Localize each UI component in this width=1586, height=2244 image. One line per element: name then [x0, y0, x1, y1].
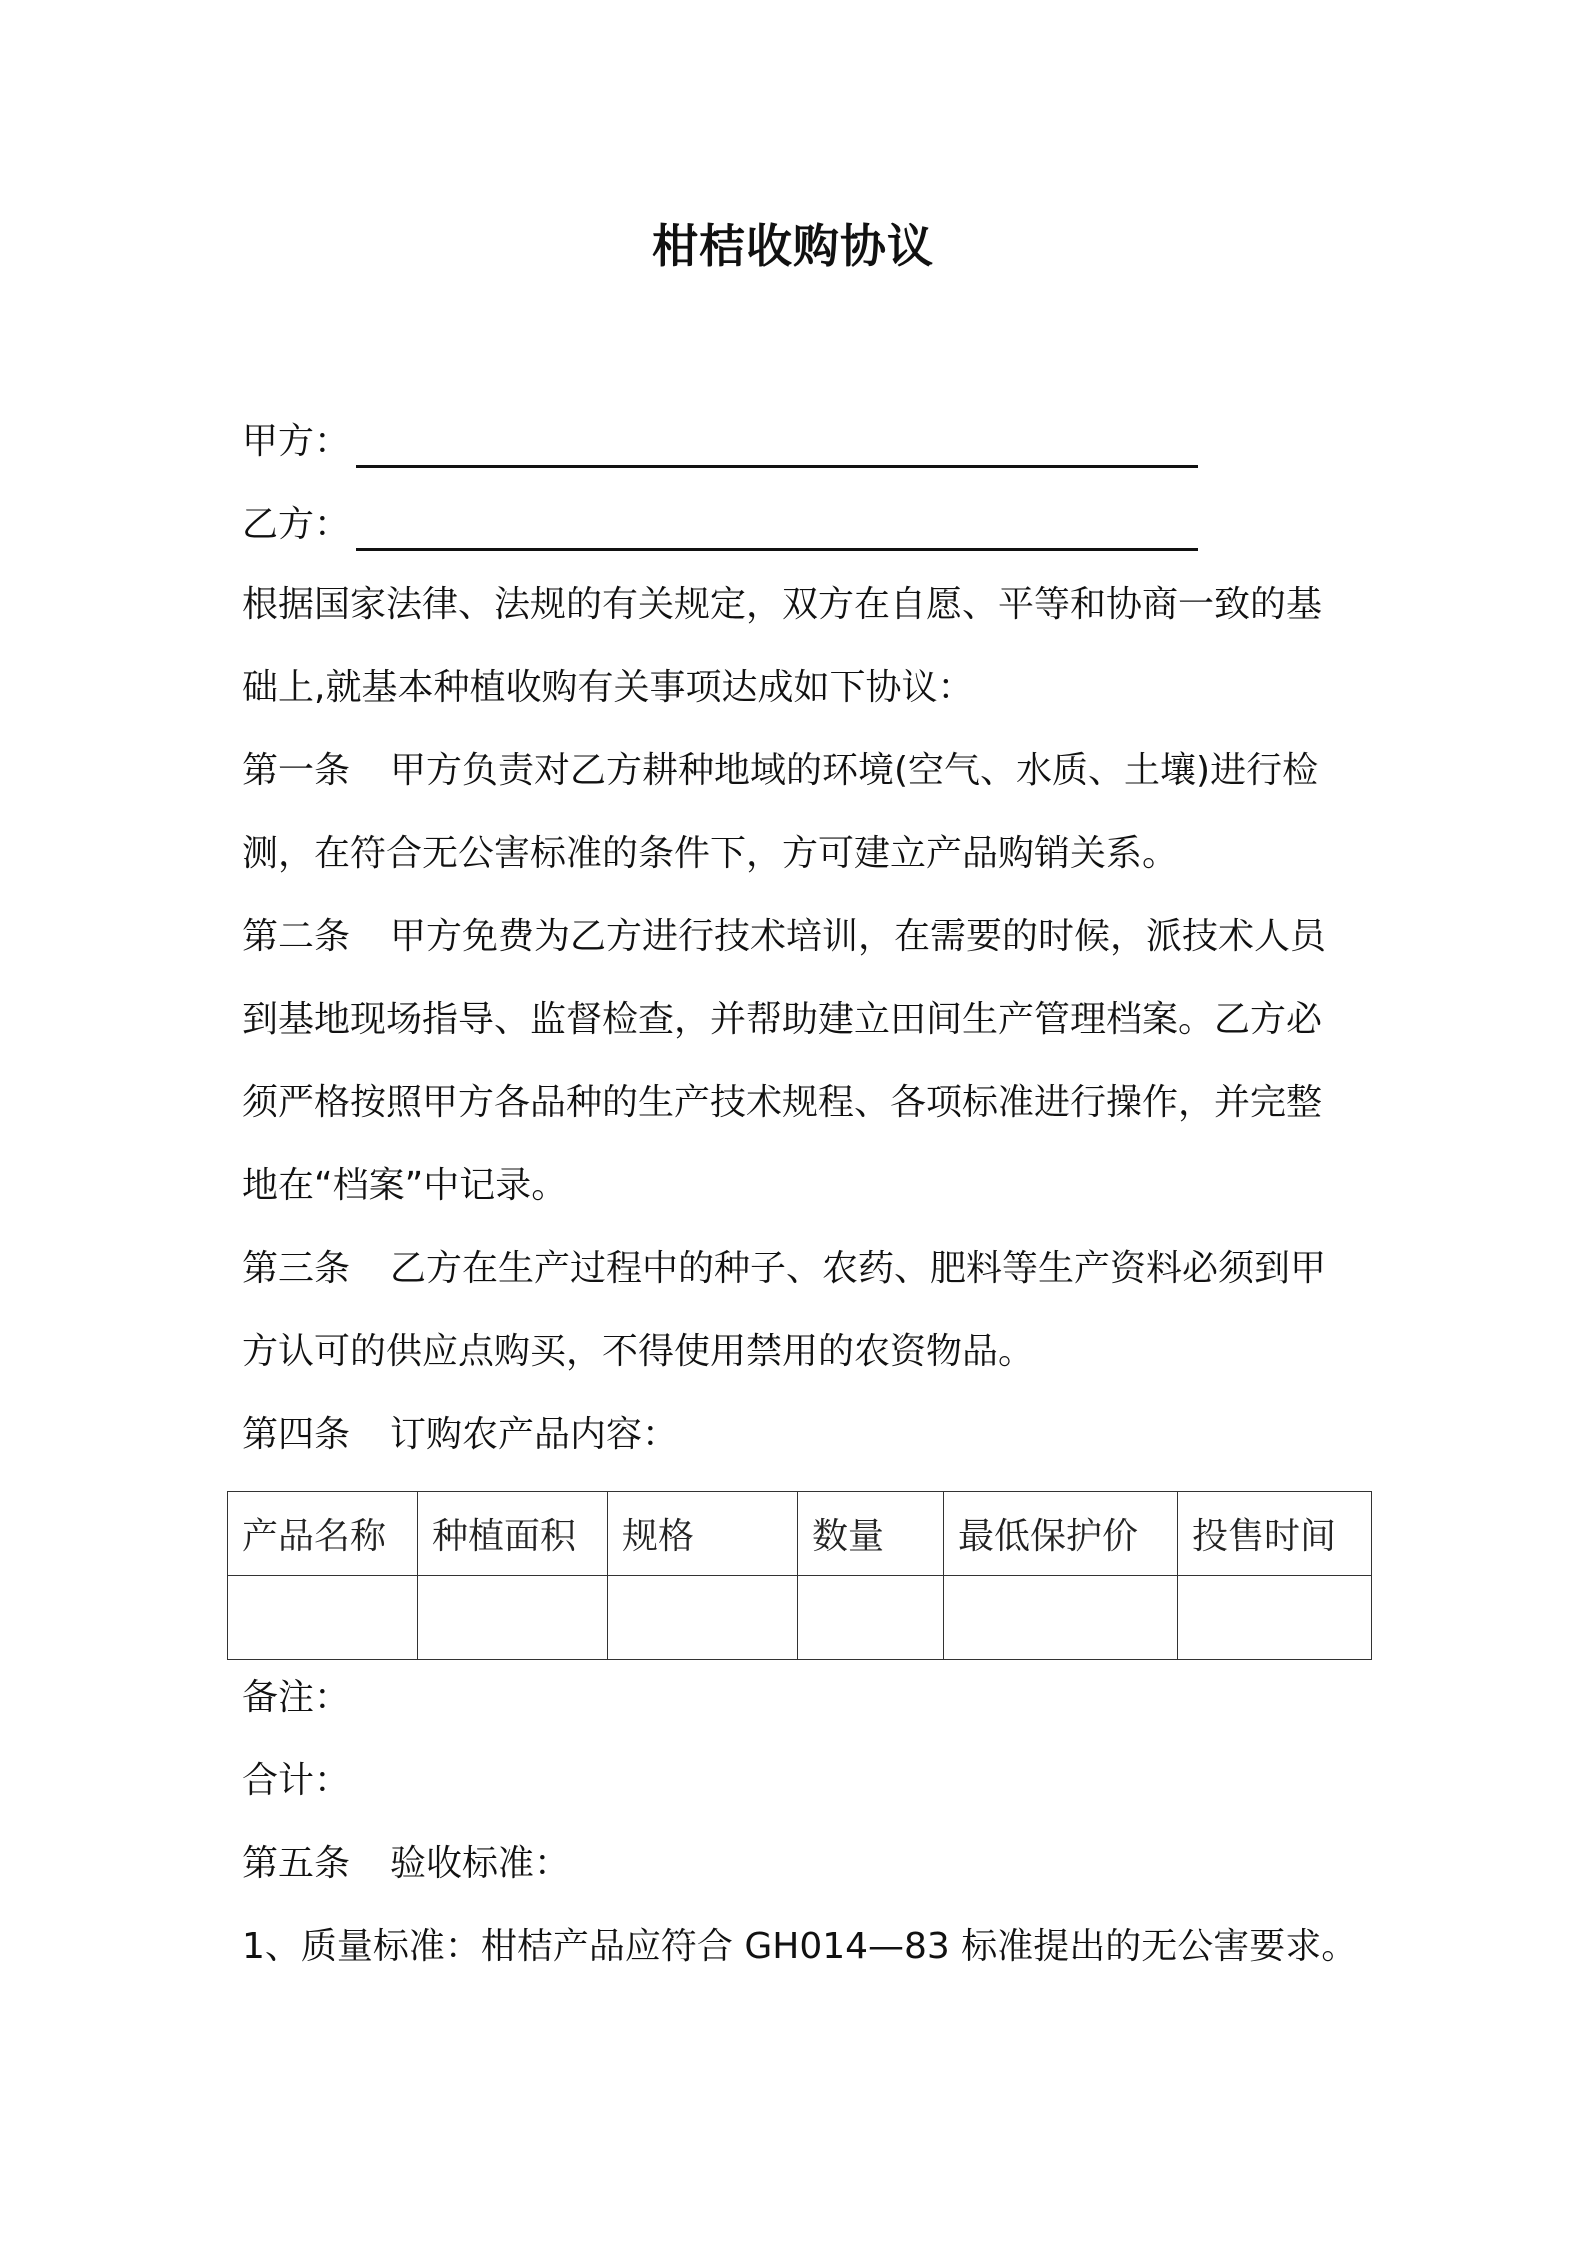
product-table-row	[228, 1576, 1372, 1660]
clause-5-text: 验收标准：	[390, 1843, 571, 1884]
document-title: 柑桔收购协议	[652, 219, 934, 273]
clause-3-line-2: 方认可的供应点购买，不得使用禁用的农资物品。	[242, 1331, 1035, 1372]
clause-2-line-1	[242, 911, 1362, 963]
clause-3-heading: 第三条	[242, 1248, 351, 1289]
total-label: 合计：	[242, 1760, 351, 1801]
item-1-text: 质量标准：柑桔产品应符合 GH014—83 标准提出的无公害要求。	[300, 1926, 1358, 1967]
cell-planting-area[interactable]	[418, 1576, 608, 1660]
header-planting-area: 种植面积	[418, 1492, 608, 1576]
clause-2-line-4: 地在“档案”中记录。	[242, 1165, 568, 1206]
party-a-blank[interactable]	[356, 439, 1198, 468]
clause-3-line-1	[242, 1243, 1362, 1295]
clause-2-heading: 第二条	[242, 916, 351, 957]
clause-3-text-1: 乙方在生产过程中的种子、农药、肥料等生产资料必须到甲	[390, 1248, 1327, 1289]
clause-1-text-1: 甲方负责对乙方耕种地域的环境(空气、水质、土壤)进行检	[390, 750, 1319, 791]
intro-line-2: 础上,就基本种植收购有关事项达成如下协议：	[242, 667, 974, 708]
party-a-label: 甲方：	[242, 421, 351, 462]
cell-min-protected-price[interactable]	[944, 1576, 1178, 1660]
clause-4-heading: 第四条	[242, 1414, 351, 1455]
party-b-line	[242, 499, 1362, 551]
clause-4-line	[242, 1409, 1362, 1461]
header-quantity: 数量	[798, 1492, 944, 1576]
cell-specification[interactable]	[608, 1576, 798, 1660]
party-b-label: 乙方：	[242, 504, 351, 545]
header-specification: 规格	[608, 1492, 798, 1576]
clause-2-line-2: 到基地现场指导、监督检查，并帮助建立田间生产管理档案。乙方必	[242, 999, 1323, 1040]
product-table-header-row	[228, 1492, 1372, 1576]
clause-5-line	[242, 1838, 1362, 1890]
remarks-label: 备注：	[242, 1677, 351, 1718]
item-1-line	[242, 1921, 1362, 1973]
party-b-blank[interactable]	[356, 522, 1198, 551]
clause-1-line-1	[242, 745, 1362, 797]
clause-4-text: 订购农产品内容：	[390, 1414, 679, 1455]
clause-1-line-2: 测，在符合无公害标准的条件下，方可建立产品购销关系。	[242, 833, 1179, 874]
header-min-protected-price: 最低保护价	[944, 1492, 1178, 1576]
cell-sale-time[interactable]	[1178, 1576, 1372, 1660]
clause-2-line-3: 须严格按照甲方各品种的生产技术规程、各项标准进行操作，并完整	[242, 1082, 1323, 1123]
cell-quantity[interactable]	[798, 1576, 944, 1660]
clause-5-heading: 第五条	[242, 1843, 351, 1884]
cell-product-name[interactable]	[228, 1576, 418, 1660]
intro-line-1: 根据国家法律、法规的有关规定，双方在自愿、平等和协商一致的基	[242, 584, 1323, 625]
clause-1-heading: 第一条	[242, 750, 351, 791]
party-a-line	[242, 416, 1362, 468]
clause-2-text-1: 甲方免费为乙方进行技术培训，在需要的时候，派技术人员	[390, 916, 1327, 957]
header-product-name: 产品名称	[228, 1492, 418, 1576]
item-1-number: 1、	[242, 1926, 301, 1967]
header-sale-time: 投售时间	[1178, 1492, 1372, 1576]
product-table	[227, 1491, 1372, 1660]
